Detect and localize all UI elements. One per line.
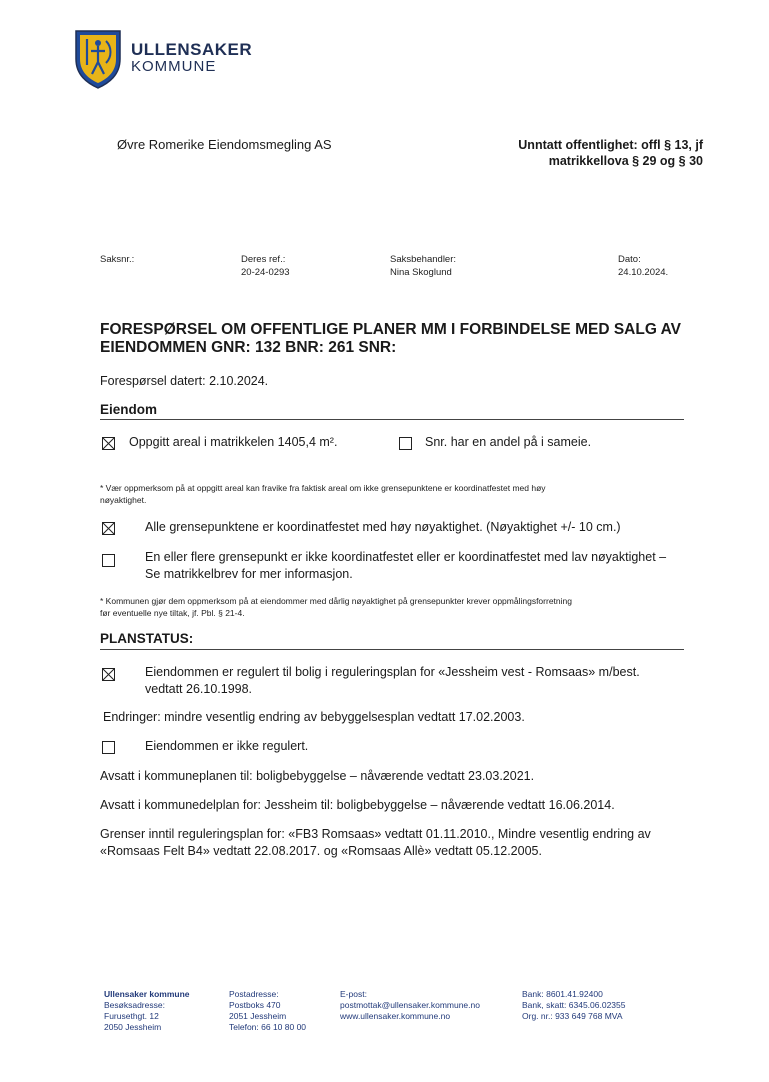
deres-ref-label: Deres ref.:: [241, 254, 286, 265]
section-divider: [100, 649, 684, 650]
page-title: [100, 321, 700, 357]
kommuneplan-text: Avsatt i kommuneplanen til: boligbebyggelse – nåværende vedtatt 23.03.2021.: [100, 769, 535, 783]
footer-line: Bank: 8601.41.92400: [522, 989, 603, 999]
note-line: * Kommunen gjør dem oppmerksom på at eiendommer med dårlig nøyaktighet på grensepunkter krever oppmålingsforretning: [100, 596, 572, 606]
footer-line: 2051 Jessheim: [229, 1011, 287, 1021]
not-regulated-text: Eiendommen er ikke regulert.: [145, 739, 309, 753]
title-line: FORESPØRSEL OM OFFENTLIGE PLANER MM I FORBINDELSE MED SALG AV: [100, 321, 681, 338]
saksbehandler: [390, 253, 456, 279]
regulated-line: vedtatt 26.10.1998.: [145, 682, 253, 696]
note-line: * Vær oppmerksom på at oppgitt areal kan fravike fra faktisk areal om ikke grensepunktene er koordinatfestet med høy: [100, 483, 546, 493]
footer-line: Furusethgt. 12: [104, 1011, 159, 1021]
area-checkbox[interactable]: [102, 437, 115, 450]
inaccurate-line: Se matrikkelbrev for mer informasjon.: [145, 567, 353, 581]
dato-label: Dato:: [618, 254, 641, 265]
section-heading-planstatus: PLANSTATUS:: [100, 631, 194, 646]
snr-checkbox[interactable]: [399, 437, 412, 450]
deres-ref-value: 20-24-0293: [241, 267, 290, 278]
saksnr: [100, 253, 134, 266]
accurate-text: Alle grensepunktene er koordinatfestet med høy nøyaktighet. (Nøyaktighet +/- 10 cm.): [145, 520, 621, 534]
footer-website-link[interactable]: www.ullensaker.kommune.no: [340, 1011, 451, 1021]
footer-line: Postboks 470: [229, 1000, 281, 1010]
grenser-text: [100, 826, 651, 860]
saksbehandler-label: Saksbehandler:: [390, 254, 457, 265]
footer-line: Postadresse:: [229, 989, 279, 999]
footer-org-name: Ullensaker kommune: [104, 989, 190, 999]
inaccurate-text: [145, 549, 666, 583]
regulated-text: [145, 664, 640, 698]
accurate-checkbox[interactable]: [102, 522, 115, 535]
note-line: før eventuelle nye tiltak, jf. Pbl. § 21-4.: [100, 608, 245, 618]
changes-text: Endringer: mindre vesentlig endring av bebyggelsesplan vedtatt 17.02.2003.: [103, 710, 525, 724]
org-name: ULLENSAKER: [131, 40, 253, 59]
saksbehandler-value: Nina Skoglund: [390, 267, 452, 278]
title-line: EIENDOMMEN GNR: 132 BNR: 261 SNR:: [100, 339, 397, 356]
footer-line: Telefon: 66 10 80 00: [229, 1022, 307, 1032]
section-divider: [100, 419, 684, 420]
section-heading-eiendom: Eiendom: [100, 402, 158, 417]
recipient: Øvre Romerike Eiendomsmegling AS: [117, 137, 332, 152]
footer-contact: [340, 989, 480, 1022]
request-date: Forespørsel datert: 2.10.2024.: [100, 374, 269, 388]
deres-ref: [241, 253, 290, 279]
footer-line: Bank, skatt: 6345.06.02355: [522, 1000, 626, 1010]
accuracy-note: [100, 595, 572, 619]
confidentiality-notice: [518, 137, 703, 169]
footer-line: 2050 Jessheim: [104, 1022, 162, 1032]
note-line: nøyaktighet.: [100, 495, 147, 505]
footer-line: Org. nr.: 933 649 768 MVA: [522, 1011, 623, 1021]
inaccurate-line: En eller flere grensepunkt er ikke koordinatfestet eller er koordinatfestet med lav nøyaktighet –: [145, 550, 667, 564]
municipality-logo: [73, 29, 123, 89]
regulated-checkbox[interactable]: [102, 668, 115, 681]
footer-email-link[interactable]: postmottak@ullensaker.kommune.no: [340, 1000, 480, 1010]
saksnr-label: Saksnr.:: [100, 254, 135, 265]
regulated-line: Eiendommen er regulert til bolig i reguleringsplan for «Jessheim vest - Romsaas» m/best.: [145, 665, 640, 679]
dato-value: 24.10.2024.: [618, 267, 669, 278]
org-subtitle: KOMMUNE: [131, 58, 217, 75]
area-text: Oppgitt areal i matrikkelen 1405,4 m².: [129, 435, 338, 449]
confidentiality-line: Unntatt offentlighet: offl § 13, jf: [518, 138, 703, 152]
footer-postal: [229, 989, 306, 1033]
inaccurate-checkbox[interactable]: [102, 554, 115, 567]
grenser-line: «Romsaas Felt B4» vedtatt 22.08.2017. og «Romsaas Allè» vedtatt 05.12.2005.: [100, 844, 542, 858]
not-regulated-checkbox[interactable]: [102, 741, 115, 754]
footer-address: [104, 989, 190, 1033]
footer-line: E-post:: [340, 989, 367, 999]
kommunedelplan-text: Avsatt i kommunedelplan for: Jessheim til: boligbebyggelse – nåværende vedtatt 16.06.2014.: [100, 798, 615, 812]
snr-text: Snr. har en andel på i sameie.: [425, 435, 592, 449]
grenser-line: Grenser inntil reguleringsplan for: «FB3 Romsaas» vedtatt 01.11.2010., Mindre vesentlig endring av: [100, 827, 651, 841]
footer-line: Besøksadresse:: [104, 1000, 165, 1010]
footer-bank: [522, 989, 626, 1022]
confidentiality-line: matrikkellova § 29 og § 30: [548, 154, 703, 168]
dato: [618, 253, 668, 279]
area-note: [100, 482, 546, 506]
